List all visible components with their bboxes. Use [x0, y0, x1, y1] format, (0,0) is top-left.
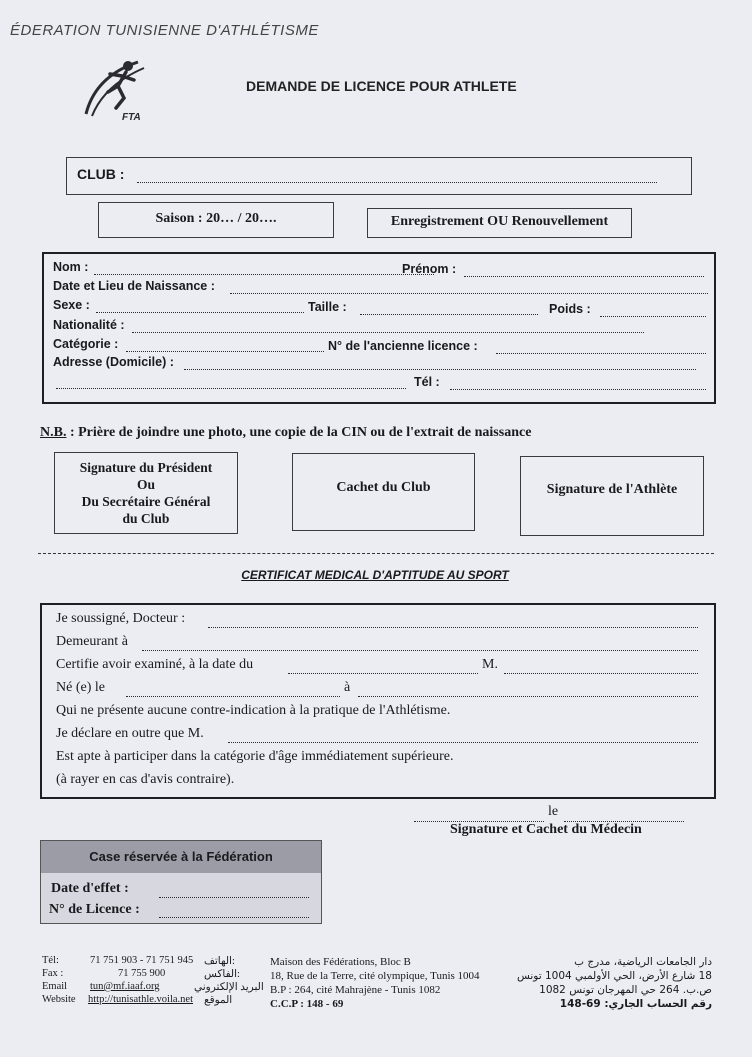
date-effet-label: Date d'effet :	[51, 881, 129, 896]
arabic-line-4: رقم الحساب الجاري: 69-148	[559, 998, 712, 1010]
president-line-3: Du Secrétaire Général	[81, 494, 211, 509]
logo-text: FTA	[122, 112, 141, 122]
address-line-4: C.C.P : 148 - 69	[270, 998, 344, 1010]
medical-line-8: (à rayer en cas d'avis contraire).	[56, 772, 235, 787]
medical-line-4b: à	[344, 680, 351, 695]
president-line-1: Signature du Président	[79, 460, 213, 475]
medical-certificate-box	[40, 603, 716, 799]
club-stamp-box[interactable]	[292, 453, 475, 531]
doctor-address-field[interactable]	[142, 650, 698, 651]
adresse-field-2[interactable]	[56, 388, 406, 389]
doctor-name-field[interactable]	[208, 627, 698, 628]
arabic-line-3: ص.ب. 264 حي المهرجان تونس 1082	[539, 984, 712, 996]
ancienne-licence-label: N° de l'ancienne licence :	[328, 339, 478, 353]
date-effet-field[interactable]	[159, 897, 309, 898]
medical-line-1: Je soussigné, Docteur :	[56, 611, 186, 626]
taille-field[interactable]	[360, 314, 538, 315]
email-link[interactable]: tun@mf.iaaf.org	[90, 981, 160, 992]
medical-line-4: Né (e) le	[56, 680, 105, 695]
nb-note	[40, 425, 531, 441]
adresse-label: Adresse (Domicile) :	[53, 355, 174, 369]
prenom-label: Prénom :	[402, 262, 457, 276]
licence-number-label: N° de Licence :	[49, 902, 140, 917]
prenom-field[interactable]	[464, 276, 704, 277]
fax-label: Fax :	[42, 968, 64, 979]
patient-name-field[interactable]	[504, 673, 698, 674]
categorie-field[interactable]	[126, 351, 324, 352]
ancienne-licence-field[interactable]	[496, 353, 706, 354]
federation-logo	[78, 52, 156, 122]
federation-box-inner	[40, 873, 322, 924]
email-label: Email	[42, 981, 68, 992]
fax-value: 71 755 900	[118, 968, 166, 979]
club-box	[66, 157, 692, 195]
athlete-signature-box[interactable]	[520, 456, 704, 536]
sexe-field[interactable]	[96, 312, 304, 313]
medical-line-6: Je déclare en outre que M.	[56, 726, 204, 741]
medical-line-3: Certifie avoir examiné, à la date du	[56, 657, 254, 672]
website-label: Website	[42, 994, 76, 1005]
categorie-label: Catégorie :	[53, 337, 119, 351]
licence-number-field[interactable]	[159, 917, 309, 918]
email-ar: البريد الإلكتروني	[194, 982, 264, 993]
fax-ar: الفاكس:	[204, 969, 240, 980]
section-separator	[38, 553, 714, 554]
date-lieu-label: Date et Lieu de Naissance :	[53, 279, 215, 293]
tel-field[interactable]	[450, 389, 706, 390]
season-box	[98, 202, 334, 238]
nom-field[interactable]	[94, 274, 434, 275]
address-line-2: 18, Rue de la Terre, cité olympique, Tunis 1004	[270, 970, 480, 982]
footer-address-arabic	[506, 955, 712, 1011]
exam-date-field[interactable]	[288, 673, 478, 674]
athlete-info-box	[42, 252, 716, 404]
address-line-3: B.P : 264, cité Mahrajène - Tunis 1082	[270, 984, 441, 996]
nationalite-field[interactable]	[132, 332, 644, 333]
president-line-4: du Club	[122, 511, 170, 526]
address-line-1: Maison des Fédérations, Bloc B	[270, 956, 411, 968]
nom-label: Nom :	[53, 260, 89, 274]
website-ar: الموقع	[204, 995, 233, 1006]
adresse-field[interactable]	[184, 369, 696, 370]
season-label: Saison : 20… / 20….	[155, 211, 277, 226]
tel-label: Tél :	[414, 375, 440, 389]
arabic-line-2: 18 شارع الأرض، الحي الأولمبي 1004 تونس	[516, 970, 712, 982]
taille-label: Taille :	[308, 300, 347, 314]
club-label: CLUB :	[77, 166, 125, 182]
club-field[interactable]	[137, 182, 657, 183]
poids-label: Poids :	[549, 302, 591, 316]
medical-line-5: Qui ne présente aucune contre-indication à la pratique de l'Athlétisme.	[56, 703, 451, 718]
nb-text: : Prière de joindre une photo, une copie de la CIN ou de l'extrait de naissance	[69, 425, 532, 440]
tel-footer-label: Tél:	[42, 955, 59, 966]
medical-line-3b: M.	[482, 657, 498, 672]
registration-label: Enregistrement OU Renouvellement	[390, 214, 609, 229]
medical-line-7: Est apte à participer dans la catégorie d'âge immédiatement supérieure.	[56, 749, 454, 764]
website-link[interactable]: http://tunisathle.voila.net	[88, 994, 193, 1005]
president-line-2: Ou	[136, 477, 155, 492]
form-title: DEMANDE DE LICENCE POUR ATHLETE	[246, 78, 517, 94]
doctor-signature-label: Signature et Cachet du Médecin	[450, 822, 642, 837]
sexe-label: Sexe :	[53, 298, 90, 312]
date-lieu-field[interactable]	[230, 293, 708, 294]
president-signature-box[interactable]	[54, 452, 238, 534]
federation-name: ÉDERATION TUNISIENNE D'ATHLÉTISME	[10, 22, 319, 39]
birth-place-field[interactable]	[358, 696, 698, 697]
athlete-signature-label: Signature de l'Athlète	[546, 482, 678, 497]
le-label: le	[548, 804, 559, 819]
footer-address	[270, 955, 510, 1011]
poids-field[interactable]	[600, 316, 706, 317]
declared-name-field[interactable]	[228, 742, 698, 743]
registration-box	[367, 208, 632, 238]
tel-footer-ar: الهاتف:	[204, 956, 235, 967]
tel-footer-value: 71 751 903 - 71 751 945	[90, 955, 194, 966]
arabic-line-1: دار الجامعات الرياضية، مدرج ب	[574, 956, 712, 968]
nb-label: N.B.	[40, 425, 67, 440]
club-stamp-label: Cachet du Club	[336, 480, 431, 495]
nationalite-label: Nationalité :	[53, 318, 125, 332]
medical-title: CERTIFICAT MEDICAL D'APTITUDE AU SPORT	[241, 568, 509, 582]
birth-date-field[interactable]	[126, 696, 340, 697]
federation-box-title: Case réservée à la Fédération	[89, 849, 273, 864]
medical-line-2: Demeurant à	[56, 634, 128, 649]
